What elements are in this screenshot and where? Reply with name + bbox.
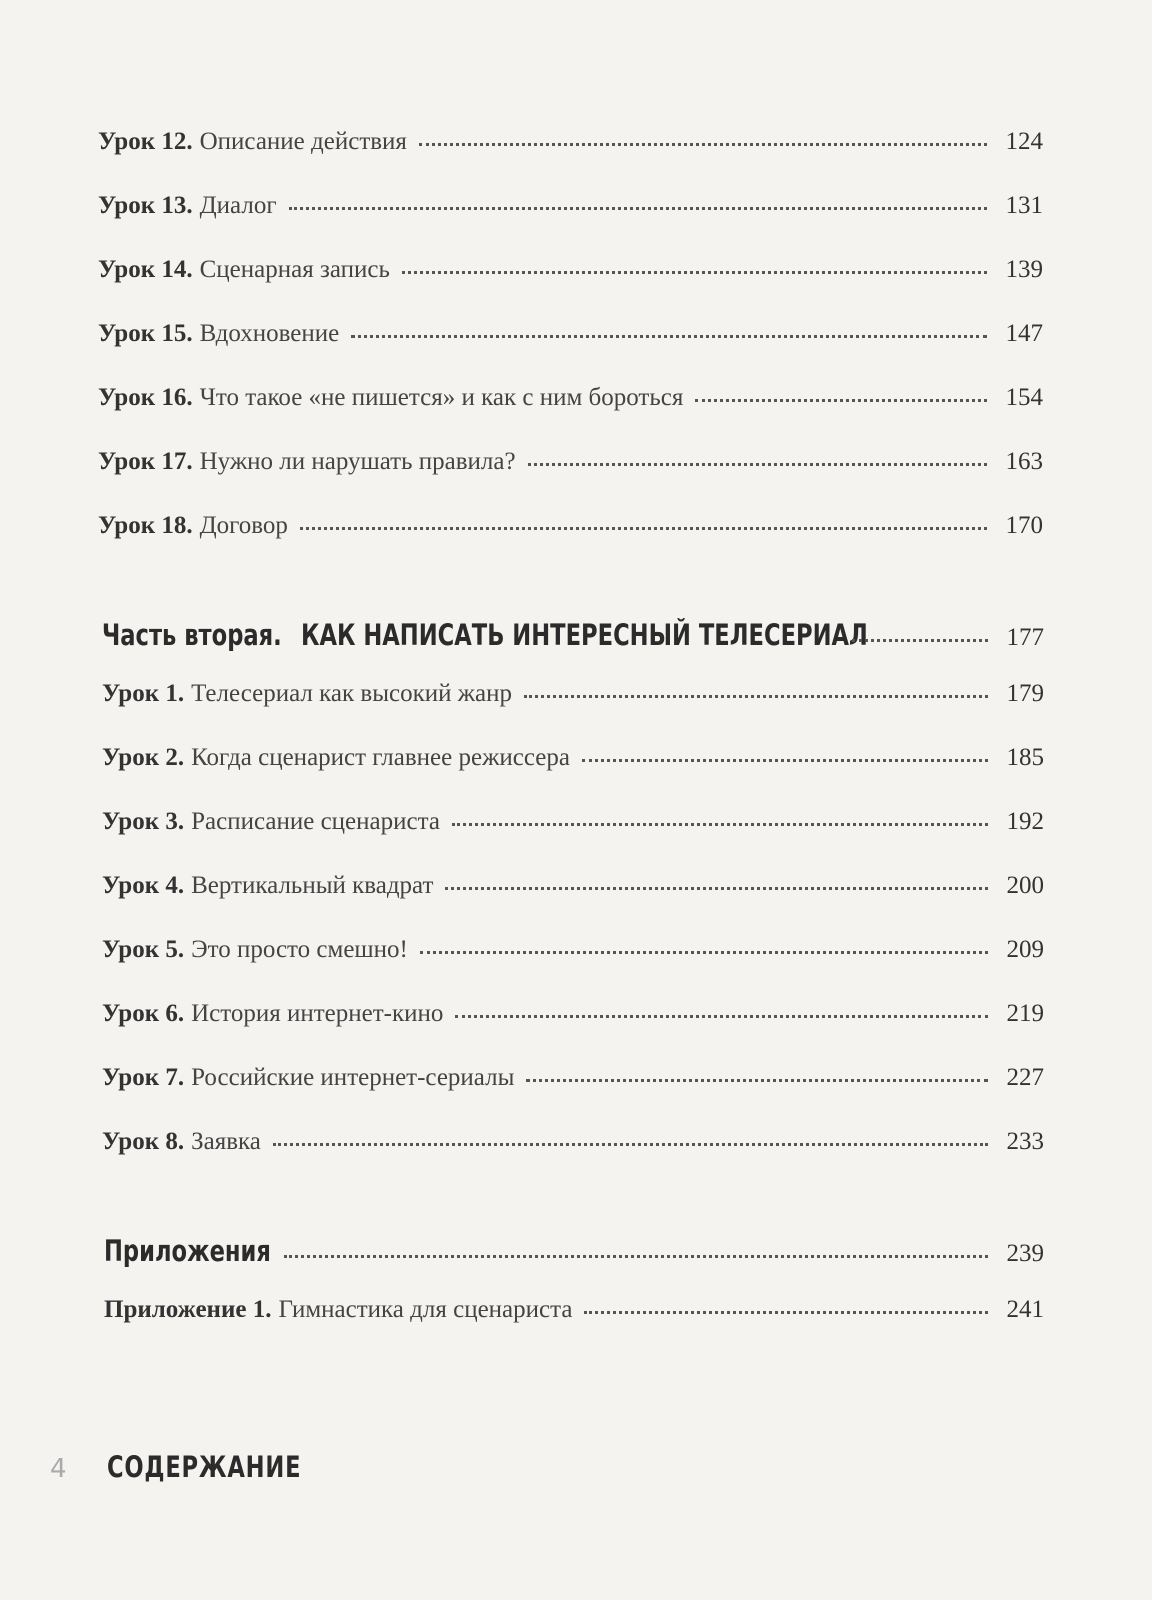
running-head: СОДЕРЖАНИЕ xyxy=(106,1450,301,1484)
page-number: 139 xyxy=(1005,256,1043,283)
lesson-label: Урок 15. xyxy=(98,320,193,347)
lesson-label: Урок 6. xyxy=(102,1000,185,1027)
appendix-title: Гимнастика для сценариста xyxy=(278,1296,573,1323)
page-number: 241 xyxy=(1006,1296,1044,1323)
lesson-label: Урок 1. xyxy=(102,680,185,707)
page-number: 177 xyxy=(1006,624,1044,651)
lesson-title: Российские интернет-сериалы xyxy=(191,1064,515,1091)
dot-leader xyxy=(419,143,987,146)
lesson-title: Договор xyxy=(199,512,288,539)
dot-leader xyxy=(526,1079,988,1082)
toc-entry xyxy=(102,1000,1044,1040)
lesson-title: Заявка xyxy=(191,1128,261,1155)
toc-entry xyxy=(102,680,1044,720)
lesson-title: Вертикальный квадрат xyxy=(191,872,434,899)
dot-leader xyxy=(284,1255,988,1258)
dot-leader xyxy=(289,207,987,210)
page-number: 219 xyxy=(1006,1000,1044,1027)
lesson-label: Урок 17. xyxy=(98,448,193,475)
lesson-label: Урок 16. xyxy=(98,384,193,411)
page-number: 209 xyxy=(1006,936,1044,963)
part-heading-entry xyxy=(102,618,1044,658)
toc-entry xyxy=(98,128,1043,168)
lesson-title: История интернет-кино xyxy=(191,1000,444,1027)
toc-entry xyxy=(102,808,1044,848)
lesson-label: Урок 14. xyxy=(98,256,193,283)
lesson-title: Описание действия xyxy=(199,128,407,155)
lesson-label: Урок 18. xyxy=(98,512,193,539)
part-heading xyxy=(102,618,868,652)
toc-entry xyxy=(98,512,1043,552)
toc-entry xyxy=(102,1128,1044,1168)
dot-leader xyxy=(351,335,987,338)
dot-leader xyxy=(273,1143,988,1146)
page-number: 179 xyxy=(1006,680,1044,707)
dot-leader xyxy=(852,639,988,642)
toc-entry xyxy=(98,192,1043,232)
toc-entry xyxy=(102,744,1044,784)
lesson-label: Урок 3. xyxy=(102,808,185,835)
appendices-heading xyxy=(104,1234,272,1268)
appendices-heading-entry xyxy=(104,1234,1044,1274)
lesson-title: Вдохновение xyxy=(199,320,340,347)
part-label: Часть вторая. xyxy=(102,618,282,652)
lesson-title: Это просто смешно! xyxy=(191,936,408,963)
page-number: 124 xyxy=(1005,128,1043,155)
toc-entry xyxy=(98,256,1043,296)
toc-entry xyxy=(98,448,1043,488)
page-number: 170 xyxy=(1005,512,1043,539)
toc-entry xyxy=(98,320,1043,360)
page-number: 163 xyxy=(1005,448,1043,475)
dot-leader xyxy=(582,759,988,762)
page-number: 185 xyxy=(1006,744,1044,771)
dot-leader xyxy=(695,399,987,402)
page-footer xyxy=(50,1450,356,1484)
dot-leader xyxy=(445,887,988,890)
page-number: 200 xyxy=(1006,872,1044,899)
lesson-title: Телесериал как высокий жанр xyxy=(191,680,512,707)
dot-leader xyxy=(402,271,987,274)
lesson-title: Расписание сценариста xyxy=(191,808,440,835)
page-number: 233 xyxy=(1006,1128,1044,1155)
dot-leader xyxy=(420,951,988,954)
lesson-title: Когда сценарист главнее режиссера xyxy=(191,744,570,771)
lesson-label: Урок 13. xyxy=(98,192,193,219)
dot-leader xyxy=(455,1015,988,1018)
toc-entry xyxy=(102,1064,1044,1104)
lesson-title: Что такое «не пишется» и как с ним бороться xyxy=(199,384,684,411)
lesson-label: Урок 7. xyxy=(102,1064,185,1091)
lesson-label: Урок 4. xyxy=(102,872,185,899)
page-number: 131 xyxy=(1005,192,1043,219)
page-number: 147 xyxy=(1005,320,1043,347)
lesson-label: Урок 2. xyxy=(102,744,185,771)
appendix-label: Приложение 1. xyxy=(104,1296,272,1323)
dot-leader xyxy=(528,463,987,466)
lesson-title: Нужно ли нарушать правила? xyxy=(199,448,516,475)
page-number: 154 xyxy=(1005,384,1043,411)
toc-entry xyxy=(104,1296,1044,1336)
lesson-label: Урок 8. xyxy=(102,1128,185,1155)
lesson-label: Урок 5. xyxy=(102,936,185,963)
page-number: 239 xyxy=(1006,1240,1044,1267)
lesson-title: Сценарная запись xyxy=(199,256,390,283)
page-number: 192 xyxy=(1006,808,1044,835)
lesson-title: Диалог xyxy=(199,192,277,219)
toc-entry xyxy=(102,872,1044,912)
toc-entry xyxy=(102,936,1044,976)
part-title: КАК НАПИСАТЬ ИНТЕРЕСНЫЙ ТЕЛЕСЕРИАЛ xyxy=(300,618,868,652)
dot-leader xyxy=(584,1311,988,1314)
page-number: 227 xyxy=(1006,1064,1044,1091)
dot-leader xyxy=(452,823,988,826)
dot-leader xyxy=(300,527,987,530)
page-folio: 4 xyxy=(50,1454,67,1484)
dot-leader xyxy=(524,695,988,698)
lesson-label: Урок 12. xyxy=(98,128,193,155)
appendices-label: Приложения xyxy=(104,1234,271,1268)
toc-entry xyxy=(98,384,1043,424)
